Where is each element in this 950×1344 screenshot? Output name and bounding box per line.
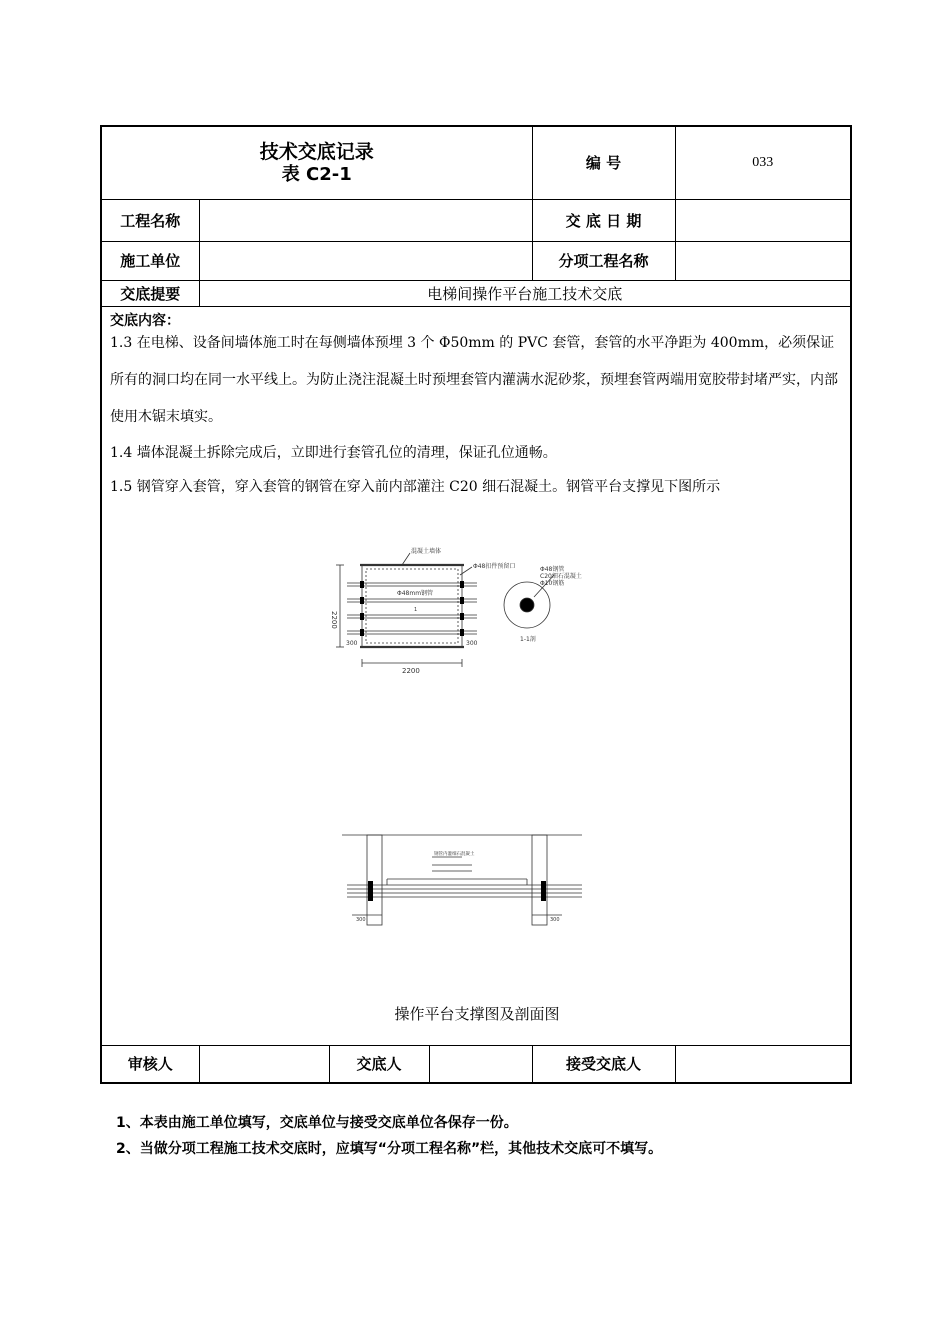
- disclosure-date-label: 交 底 日 期: [532, 199, 675, 241]
- form-code: 表 C2-1: [281, 163, 352, 185]
- record-table: [100, 125, 852, 1084]
- discloser-label: 交底人: [329, 1045, 429, 1083]
- technical-disclosure-form: [100, 125, 850, 1084]
- project-name-label: 工程名称: [101, 199, 199, 241]
- plan-dim-vertical: 2200: [330, 610, 338, 629]
- plan-top-label: 混凝土墙体: [411, 547, 442, 555]
- form-notes: [116, 1110, 662, 1162]
- receiver-label: 接受交底人: [532, 1045, 675, 1083]
- number-label: 编 号: [532, 126, 675, 199]
- reviewer-label: 审核人: [101, 1045, 199, 1083]
- elev-dim-right: 300: [550, 916, 560, 923]
- section-label-pipe: Φ48钢管: [540, 565, 565, 573]
- section-label-rebar: Φ10钢筋: [540, 579, 565, 587]
- content-label: 交底内容：: [110, 312, 180, 329]
- plan-dim-left: 300: [346, 639, 358, 647]
- plan-dim-horizontal: 2200: [402, 666, 420, 675]
- number-value[interactable]: 033: [675, 126, 851, 199]
- discloser-field[interactable]: [429, 1045, 532, 1083]
- plan-section-marker: 1: [414, 606, 418, 613]
- platform-plan-drawing: [322, 545, 642, 685]
- sub-project-field[interactable]: [675, 241, 851, 280]
- form-title: 技术交底记录: [259, 140, 374, 163]
- contractor-label: 施工单位: [101, 241, 199, 280]
- plan-pipe-label: Φ48mm钢管: [397, 589, 434, 597]
- plan-sleeve-label: Φ48扣件预留口: [473, 562, 516, 570]
- note-1: 1、本表由施工单位填写，交底单位与接受交底单位各保存一份。: [116, 1115, 518, 1131]
- disclosure-date-field[interactable]: [675, 199, 851, 241]
- reviewer-field[interactable]: [199, 1045, 329, 1083]
- section-label-concrete: C20细石混凝土: [540, 572, 582, 580]
- content-para-1-3: 1.3 在电梯、设备间墙体施工时在每侧墙体预埋 3 个 Φ50mm 的 PVC 套管，套管的水平净距为 400mm，必须保证所有的洞口均在同一水平线上。为防止浇注混凝土时预埋套管内灌满水泥砂浆，预埋套管两端用宽胶带封堵严实，内部使用木锯末填实。: [110, 334, 838, 425]
- project-name-field[interactable]: [199, 199, 532, 241]
- elev-dim-left: 300: [356, 916, 366, 923]
- content-para-1-5: 1.5 钢管穿入套管，穿入套管的钢管在穿入前内部灌注 C20 细石混凝土。钢管平台支撑见下图所示: [110, 478, 721, 495]
- form-title-cell: [101, 126, 532, 199]
- content-para-1-4: 1.4 墙体混凝土拆除完成后，立即进行套管孔位的清理，保证孔位通畅。: [110, 444, 557, 461]
- summary-label: 交底提要: [101, 280, 199, 306]
- plan-dim-right: 300: [466, 639, 478, 647]
- elev-label: 钢管内灌细石混凝土: [434, 851, 475, 857]
- contractor-field[interactable]: [199, 241, 532, 280]
- receiver-field[interactable]: [675, 1045, 851, 1083]
- platform-elevation-drawing: [342, 827, 602, 937]
- summary-field[interactable]: 电梯间操作平台施工技术交底: [199, 280, 851, 306]
- section-caption: 1-1剖: [520, 635, 536, 643]
- content-cell: [101, 306, 851, 1045]
- figure-caption: 操作平台支撑图及剖面图: [394, 1004, 560, 1023]
- sub-project-label: 分项工程名称: [532, 241, 675, 280]
- note-2: 2、当做分项工程施工技术交底时，应填写“分项工程名称”栏，其他技术交底可不填写。: [116, 1141, 663, 1157]
